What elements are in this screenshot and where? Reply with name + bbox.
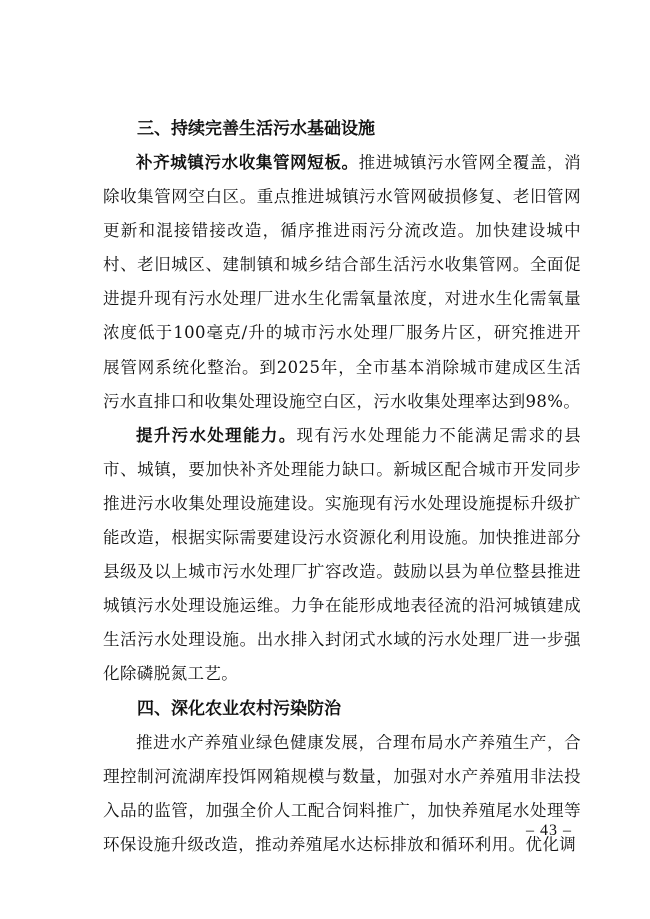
paragraph-text: 现有污水处理能力不能满足需求的县市、城镇，要加快补齐处理能力缺口。新城区配合城市开发同步推进污水收集处理设施建设。实施现有污水处理设施提标升级扩能改造，根据实际需要建设污水资源化利用设施。加快推进部分县级及以上城市污水处理厂扩容改造。鼓励以县为单位整县推进城镇污水处理设施运维。力争在能形成地表径流的沿河城镇建成生活污水处理设施。出水排入封闭式水域的污水处理厂进一步强化除磷脱氮工艺。 bbox=[103, 425, 581, 684]
paragraph-treatment-capacity bbox=[103, 419, 581, 692]
paragraph-aquaculture bbox=[103, 726, 581, 862]
paragraph-text: 推进水产养殖业绿色健康发展，合理布局水产养殖生产，合理控制河流湖库投饵网箱规模与数量，加强对水产养殖用非法投入品的监管，加强全价人工配合饲料推广，加快养殖尾水处理等环保设施升级改造，推动养殖尾水达标排放和循环利用。优化调 bbox=[103, 732, 581, 854]
section-heading-4: 四、深化农业农村污染防治 bbox=[137, 698, 341, 719]
page-number: – 43 – bbox=[526, 822, 572, 839]
paragraph-sewage-network bbox=[103, 146, 581, 419]
paragraph-lead: 提升污水处理能力。 bbox=[136, 425, 297, 445]
section-heading-3: 三、持续完善生活污水基础设施 bbox=[137, 119, 375, 139]
paragraph-text: 推进城镇污水管网全覆盖，消除收集管网空白区。重点推进城镇污水管网破损修复、老旧管网更新和混接错接改造，循序推进雨污分流改造。加快建设城中村、老旧城区、建制镇和城乡结合部生活污水收集管网。全面促进提升现有污水处理厂进水生化需氧量浓度，对进水生化需氧量浓度低于100毫克/升的城市污水处理厂服务片区，研究推进开展管网系统化整治。到2025年，全市基本消除城市建成区生活污水直排口和收集处理设施空白区，污水收集处理率达到98%。 bbox=[103, 153, 581, 411]
page-body bbox=[103, 112, 581, 862]
paragraph-lead: 补齐城镇污水收集管网短板。 bbox=[136, 153, 359, 172]
